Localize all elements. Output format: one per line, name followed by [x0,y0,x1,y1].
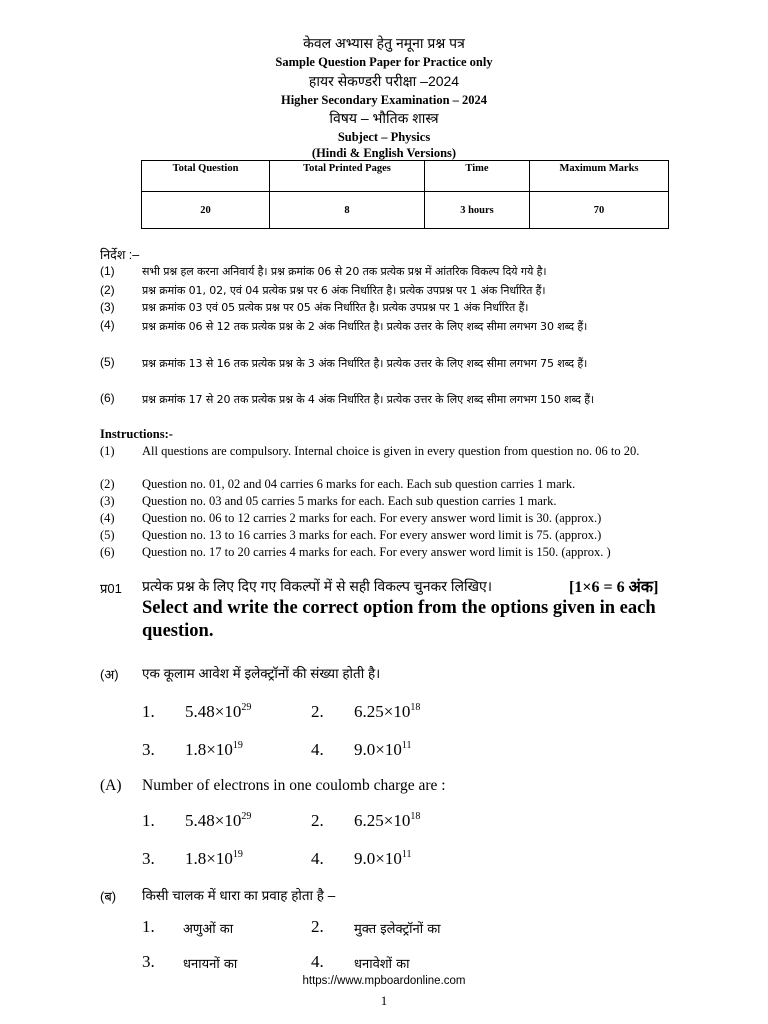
english-exam-title: Higher Secondary Examination – 2024 [280,93,488,107]
value-total-question: 20 [142,192,270,229]
option-value: धनायनों का [183,957,238,972]
header-total-pages: Total Printed Pages [270,161,425,192]
option-value: अणुओं का [183,922,234,937]
instruction-number: (5) [100,528,115,542]
subquestion-a-hindi-text: एक कूलाम आवेश में इलेक्ट्रॉनों की संख्या होती है। [142,666,381,681]
instruction-text: प्रश्न क्रमांक 01, 02, एवं 04 प्रत्येक प्रश्न पर 6 अंक निर्धारित है। प्रत्येक उपप्रश्न पर 1 अंक निर्धारित हैं। [142,284,546,297]
footer-url: https://www.mpboardonline.com [302,975,466,987]
instruction-number: (5) [100,355,115,369]
instruction-text: प्रश्न क्रमांक 03 एवं 05 प्रत्येक प्रश्न पर 05 अंक निर्धारित है। प्रत्येक उपप्रश्न पर 1 अंक निर्धारित हैं। [142,301,529,314]
value-max-marks: 70 [530,192,669,229]
header-max-marks: Maximum Marks [530,161,669,192]
option-number: 2. [311,917,324,936]
subquestion-a-english-text: Number of electrons in one coulomb charge are : [142,777,446,794]
option-value: धनावेशों का [354,957,410,972]
option-number: 2. [311,702,324,721]
subquestion-b-hindi-text: किसी चालक में धारा का प्रवाह होता है – [142,888,336,903]
versions-note: (Hindi & English Versions) [311,146,457,160]
instruction-number: (3) [100,300,115,314]
instruction-text: Question no. 01, 02 and 04 carries 6 marks for each. Each sub question carries 1 mark. [142,477,576,491]
instruction-text: Question no. 17 to 20 carries 4 marks for each. For every answer word limit is 150. (approx. ) [142,545,611,559]
hindi-subject: विषय – भौतिक शास्त्र [329,110,439,126]
header-time: Time [425,161,530,192]
instruction-text: प्रश्न क्रमांक 13 से 16 तक प्रत्येक प्रश्न के 3 अंक निर्धारित है। प्रत्येक उत्तर के लिए शब्द सीमा लगभग 75 शब्द हैं। [142,357,588,370]
subquestion-a-hindi-label: (अ) [100,667,119,682]
instruction-text: Question no. 06 to 12 carries 2 marks for each. For every answer word limit is 30. (approx.) [142,511,602,525]
option-value: $6.25\times 10^{18}$ [354,811,421,830]
instruction-number: (1) [100,264,115,278]
option-number: 3. [142,952,155,971]
instruction-number: (6) [100,545,115,559]
english-title: Sample Question Paper for Practice only [275,55,493,69]
question-1-english-prompt-continued: question. [142,621,214,641]
option-value: $5.48\times 10^{29}$ [185,811,252,830]
instruction-text: प्रश्न क्रमांक 17 से 20 तक प्रत्येक प्रश्न के 4 अंक निर्धारित है। प्रत्येक उत्तर के लिए शब्द सीमा लगभग 150 शब्द हैं। [142,393,595,406]
table-header-row [142,161,669,192]
option-value: $6.25\times 10^{18}$ [354,702,421,721]
option-number: 4. [311,849,324,868]
header-total-question: Total Question [142,161,270,192]
instruction-number: (1) [100,444,115,458]
question-1-marks: [1×6 = 6 अंक] [569,579,659,596]
english-subject: Subject – Physics [337,130,431,144]
instruction-text: प्रश्न क्रमांक 06 से 12 तक प्रत्येक प्रश्न के 2 अंक निर्धारित है। प्रत्येक उत्तर के लिए शब्द सीमा लगभग 30 शब्द हैं। [142,320,588,333]
option-number: 4. [311,740,324,759]
hindi-exam-title: हायर सेकण्डरी परीक्षा –2024 [308,73,460,89]
table-value-row [142,192,669,229]
question-1-label: प्र01 [100,581,122,596]
instruction-text: All questions are compulsory. Internal choice is given in every question from question no. 06 to 20. [142,444,640,458]
page-number: 1 [380,993,388,1008]
option-value: $1.8\times 10^{19}$ [185,849,243,868]
hindi-instructions-title: निर्देश :– [100,248,140,262]
option-value: $1.8\times 10^{19}$ [185,740,243,759]
option-value: $9.0\times 10^{11}$ [354,849,412,868]
instruction-number: (6) [100,391,115,405]
value-time: 3 hours [425,192,530,229]
instruction-number: (4) [100,318,115,332]
english-instructions-title: Instructions:- [100,427,173,441]
option-number: 2. [311,811,324,830]
instruction-text: सभी प्रश्न हल करना अनिवार्य है। प्रश्न क्रमांक 06 से 20 तक प्रत्येक प्रश्न में आंतरिक विकल्प दिये गये है। [142,265,547,278]
option-number: 3. [142,849,155,868]
instruction-text: Question no. 03 and 05 carries 5 marks for each. Each sub question carries 1 mark. [142,494,557,508]
option-number: 1. [142,917,155,936]
subquestion-a-english-label: (A) [100,777,122,794]
instruction-number: (4) [100,511,115,525]
instruction-number: (2) [100,283,115,297]
option-value: $9.0\times 10^{11}$ [354,740,412,759]
exam-meta-table [141,160,669,229]
value-total-pages: 8 [270,192,425,229]
question-1-english-prompt: Select and write the correct option from the options given in each [142,598,656,618]
option-number: 4. [311,952,324,971]
instruction-number: (3) [100,494,115,508]
subquestion-b-hindi-label: (ब) [100,889,117,904]
option-number: 1. [142,702,155,721]
option-number: 3. [142,740,155,759]
option-value: $5.48\times 10^{29}$ [185,702,252,721]
hindi-title: केवल अभ्यास हेतु नमूना प्रश्न पत्र [303,35,465,51]
instruction-text: Question no. 13 to 16 carries 3 marks for each. For every answer word limit is 75. (approx.) [142,528,602,542]
option-value: मुक्त इलेक्ट्रॉनों का [354,922,441,937]
option-number: 1. [142,811,155,830]
question-1-hindi-prompt: प्रत्येक प्रश्न के लिए दिए गए विकल्पों में से सही विकल्प चुनकर लिखिए। [142,578,493,594]
instruction-number: (2) [100,477,115,491]
